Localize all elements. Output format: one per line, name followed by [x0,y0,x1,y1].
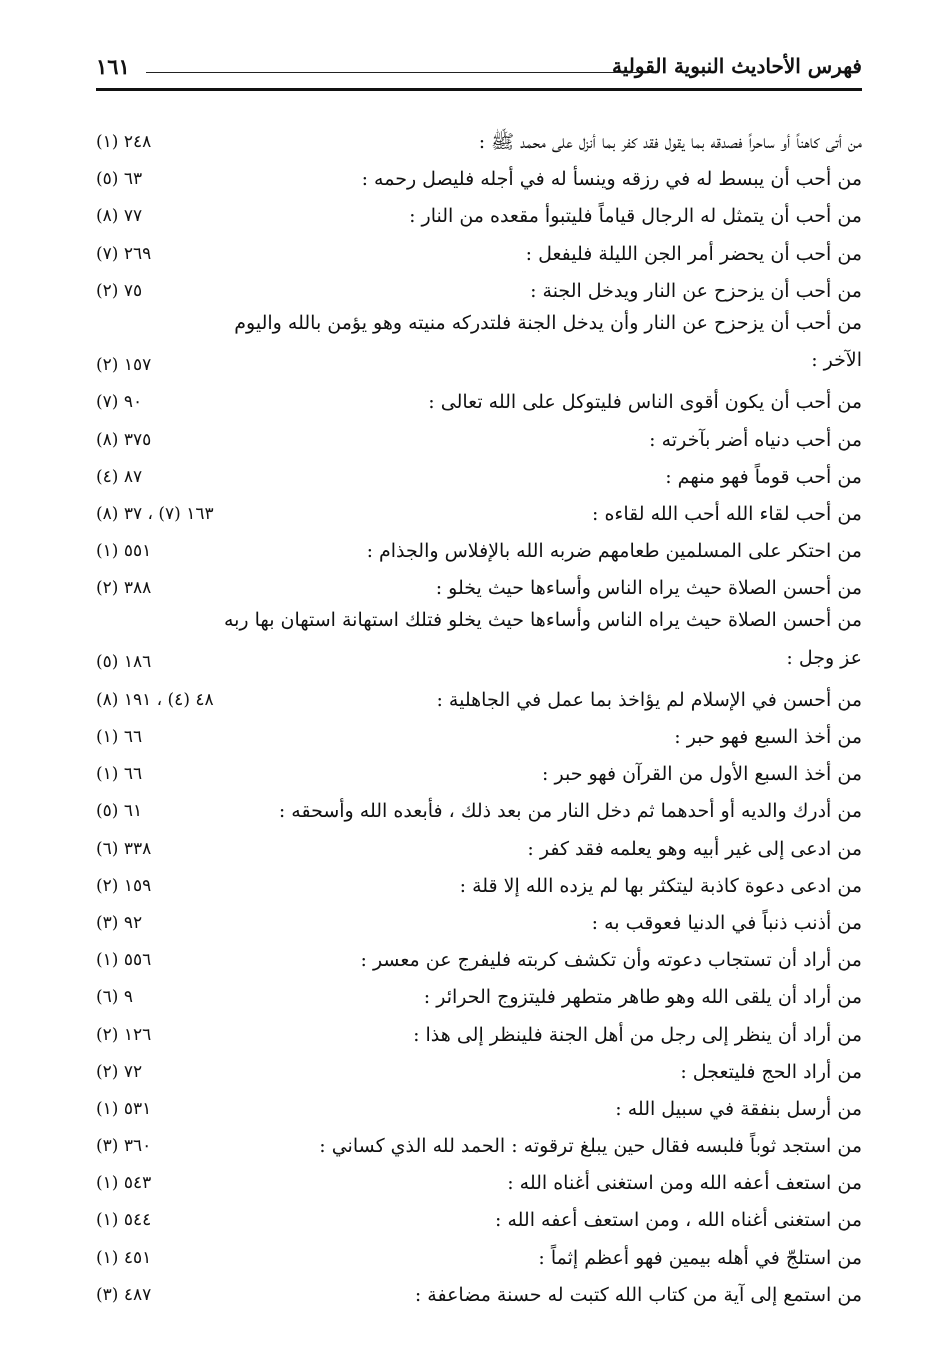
index-entry [96,1125,862,1162]
index-entry [96,1199,862,1236]
page-reference: ٣٣٨ (٦) [96,838,152,859]
index-entry [96,939,862,976]
hadith-text: من أحب قوماً فهو منهم : [665,465,862,488]
hadith-text: من ادعى دعوة كاذبة ليتكثر بها لم يزده الله إلا قلة : [459,874,862,897]
page-reference: ٣٨٨ (٢) [96,578,152,599]
page-reference: ١٢٦ (٢) [96,1024,152,1045]
page-reference: ١٦٣ (٧) ، ٣٧ (٨) [96,503,214,524]
index-entry [96,456,862,493]
index-entry [96,1274,862,1311]
page-reference: ٤٥١ (١) [96,1247,152,1268]
page-reference: ٦٦ (١) [96,764,143,785]
page-reference: ٧٧ (٨) [96,206,143,227]
index-entry [96,865,862,902]
page-reference: ٨٧ (٤) [96,466,143,487]
hadith-text: من أحب أن يتمثل له الرجال قياماً فليتبوأ مقعده من النار : [409,205,862,228]
hadith-text: من أدرك والديه أو أحدهما ثم دخل النار من بعد ذلك ، فأبعده الله وأسحقه : [278,800,862,823]
index-entry [96,419,862,456]
index-entry [96,1237,862,1274]
index-entry [96,716,862,753]
hadith-text: من استمع إلى آية من كتاب الله كتبت له حسنة مضاعفة : [414,1283,862,1306]
hadith-text: من أحب أن يكون أقوى الناس فليتوكل على الله تعالى : [428,391,862,414]
hadith-text: من أحب لقاء الله أحب الله لقاءه : [592,502,862,525]
page-reference: ٥٣١ (١) [96,1098,152,1119]
hadith-index-list [96,121,862,1311]
index-entry [96,1051,862,1088]
hadith-text: من أخذ السبع الأول من القرآن فهو حبر : [542,763,862,786]
page-reference: ٩ (٦) [96,987,133,1008]
page-reference: ٢٤٨ (١) [96,132,152,152]
header-rule [96,88,862,91]
hadith-text: من أراد أن ينظر إلى رجل من أهل الجنة فلينظر إلى هذا : [413,1023,862,1046]
hadith-text: من أحب أن يبسط له في رزقه وينسأ له في أجله فليصل رحمه : [361,168,862,191]
page-reference: ٩٢ (٣) [96,912,143,933]
page-reference: ٥٤٤ (١) [96,1210,152,1231]
index-entry [96,158,862,195]
page-reference: ٢٦٩ (٧) [96,243,152,264]
page-reference: ٦٣ (٥) [96,169,143,190]
hadith-text: من أحب دنياه أضر بآخرته : [649,428,862,451]
page-reference: ٦٦ (١) [96,727,143,748]
hadith-text: من استغنى أغناه الله ، ومن استعف أعفه الله : [495,1209,862,1232]
page-reference: ١٨٦ (٥) [96,652,152,673]
hadith-text: من أحب أن يزحزح عن النار وأن يدخل الجنة فلتدركه منيته وهو يؤمن بالله واليوم الآخر : [234,311,862,372]
hadith-text: من أذنب ذنباً في الدنيا فعوقب به : [591,911,862,934]
index-entry [96,121,862,158]
hadith-text: من أحسن الصلاة حيث يراه الناس وأساءها حيث يخلو : [435,577,862,600]
page-reference: ٤٨٧ (٣) [96,1284,152,1305]
page-header [96,48,862,94]
page-reference: ٦١ (٥) [96,801,143,822]
page-reference: ٣٧٥ (٨) [96,429,152,450]
index-entry [96,902,862,939]
index-entry [96,307,862,381]
index-entry [96,828,862,865]
hadith-text: من أحسن الصلاة حيث يراه الناس وأساءها حيث يخلو فتلك استهانة استهان بها ربه عز وجل : [223,609,862,669]
page-reference: ٩٠ (٧) [96,392,143,413]
index-entry [96,753,862,790]
hadith-text: من أخذ السبع فهو حبر : [674,726,862,749]
hadith-text: من أحب أن يزحزح عن النار ويدخل الجنة : [530,279,862,302]
hadith-text: من أتى كاهناً أو ساحراً فصدقه بما يقول فقد كفر بما أنزل على محمد ﷺ : [478,131,862,153]
index-entry [96,493,862,530]
index-entry [96,567,862,604]
index-entry [96,233,862,270]
hadith-text: من استجد ثوباً فلبسه فقال حين يبلغ ترقوته : الحمد لله الذي كساني : [319,1135,862,1158]
index-entry [96,381,862,418]
page-reference: ٥٤٣ (١) [96,1173,152,1194]
page-title: فهرس الأحاديث النبوية القولية [612,54,862,78]
header-divider-thin [146,72,637,73]
index-entry [96,1088,862,1125]
page-number: ١٦١ [96,54,130,79]
page-reference: ٥٥٦ (١) [96,950,152,971]
index-entry [96,1162,862,1199]
hadith-text: من أحب أن يحضر أمر الجن الليلة فليفعل : [525,242,862,265]
index-entry [96,976,862,1013]
hadith-text: من أراد أن تستجاب دعوته وأن تكشف كربته فليفرج عن معسر : [360,949,862,972]
index-entry [96,195,862,232]
index-entry [96,679,862,716]
index-entry [96,1014,862,1051]
hadith-text: من احتكر على المسلمين طعامهم ضربه الله بالإفلاس والجذام : [366,540,862,563]
page-reference: ٣٦٠ (٣) [96,1136,152,1157]
index-entry [96,270,862,307]
hadith-text: من استلجّ في أهله بيمين فهو أعظم إثماً : [538,1246,862,1269]
page-reference: ٧٥ (٢) [96,280,143,301]
page-reference: ١٥٩ (٢) [96,875,152,896]
hadith-text: من استعف أعفه الله ومن استغنى أغناه الله : [507,1172,862,1195]
hadith-text: من ادعى إلى غير أبيه وهو يعلمه فقد كفر : [527,837,862,860]
hadith-text: من أراد أن يلقى الله وهو طاهر متطهر فليتزوج الحرائر : [423,986,862,1009]
hadith-text: من أرسل بنفقة في سبيل الله : [615,1097,862,1120]
hadith-text: من أحسن في الإسلام لم يؤاخذ بما عمل في الجاهلية : [436,688,862,711]
page-reference: ٥٥١ (١) [96,541,152,562]
page-reference: ١٥٧ (٢) [96,354,152,375]
page-reference: ٤٨ (٤) ، ١٩١ (٨) [96,689,214,710]
index-entry [96,604,862,678]
page-reference: ٧٢ (٢) [96,1061,143,1082]
index-entry [96,790,862,827]
hadith-text: من أراد الحج فليتعجل : [680,1060,862,1083]
index-entry [96,530,862,567]
